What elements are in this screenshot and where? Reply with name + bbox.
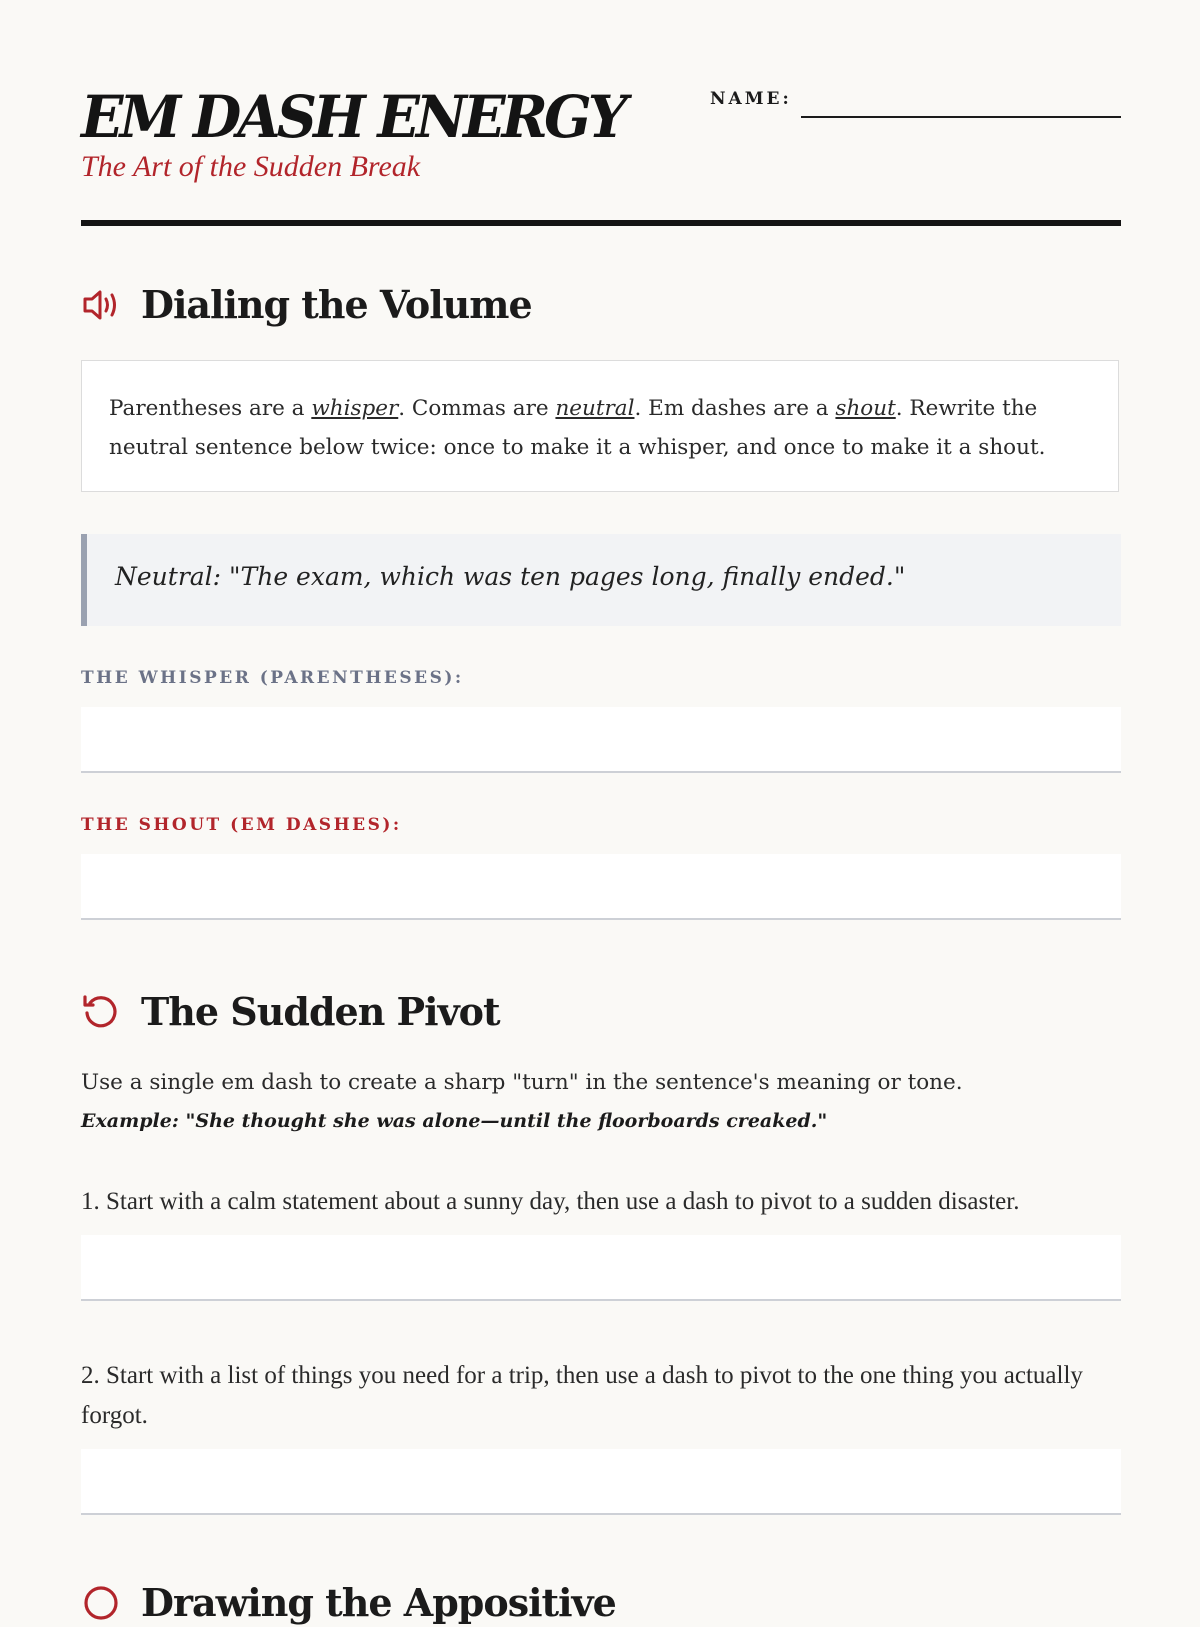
worksheet-header: [81, 0, 1121, 228]
worksheet-page: [81, 0, 1121, 1625]
shout-label: THE SHOUT (EM DASHES):: [81, 815, 402, 835]
section-sudden-pivot-heading: [81, 989, 500, 1034]
instructions-box: [81, 360, 1119, 492]
neutral-sentence-quote: Neutral: "The exam, which was ten pages long, finally ended.": [81, 534, 1121, 626]
section-dialing-volume-heading: [81, 282, 532, 327]
section-appositive-heading: [81, 1580, 616, 1625]
rotate-ccw-icon: [81, 992, 121, 1032]
instructions-text: Parentheses are a: [109, 396, 312, 421]
section-heading: Drawing the Appositive: [141, 1580, 616, 1625]
pivot-instructions: Use a single em dash to create a sharp "turn" in the sentence's meaning or tone.: [81, 1070, 963, 1095]
name-label: NAME:: [710, 89, 792, 109]
instructions-text: . Rewrite the neutral sentence below twice: once to make it a whisper, and once to make it a shout.: [109, 396, 1046, 460]
prompt-1-answer-input[interactable]: [81, 1235, 1121, 1301]
header-divider: [81, 220, 1121, 226]
section-heading: Dialing the Volume: [141, 282, 532, 327]
name-field-line[interactable]: [801, 116, 1121, 118]
circle-icon: [81, 1583, 121, 1623]
instructions-text: . Commas are: [398, 396, 556, 421]
worksheet-subtitle: The Art of the Sudden Break: [81, 150, 421, 183]
speaker-volume-icon: [81, 285, 121, 325]
shout-answer-input[interactable]: [81, 854, 1121, 920]
whisper-answer-input[interactable]: [81, 707, 1121, 773]
term-neutral: neutral: [555, 396, 635, 421]
term-whisper: whisper: [311, 396, 399, 421]
whisper-label: THE WHISPER (PARENTHESES):: [81, 668, 464, 688]
prompt-item: 2. Start with a list of things you need for a trip, then use a dash to pivot to the one thing you actually forgot.: [81, 1362, 1083, 1429]
prompt-2-answer-input[interactable]: [81, 1449, 1121, 1515]
term-shout: shout: [835, 396, 896, 421]
pivot-example: Example: "She thought she was alone—until the floorboards creaked.": [81, 1110, 828, 1132]
prompt-item: 1. Start with a calm statement about a sunny day, then use a dash to pivot to a sudden disaster.: [81, 1188, 1020, 1215]
section-heading: The Sudden Pivot: [141, 989, 500, 1034]
instructions-text: . Em dashes are a: [634, 396, 836, 421]
worksheet-title: EM DASH ENERGY: [81, 83, 624, 151]
